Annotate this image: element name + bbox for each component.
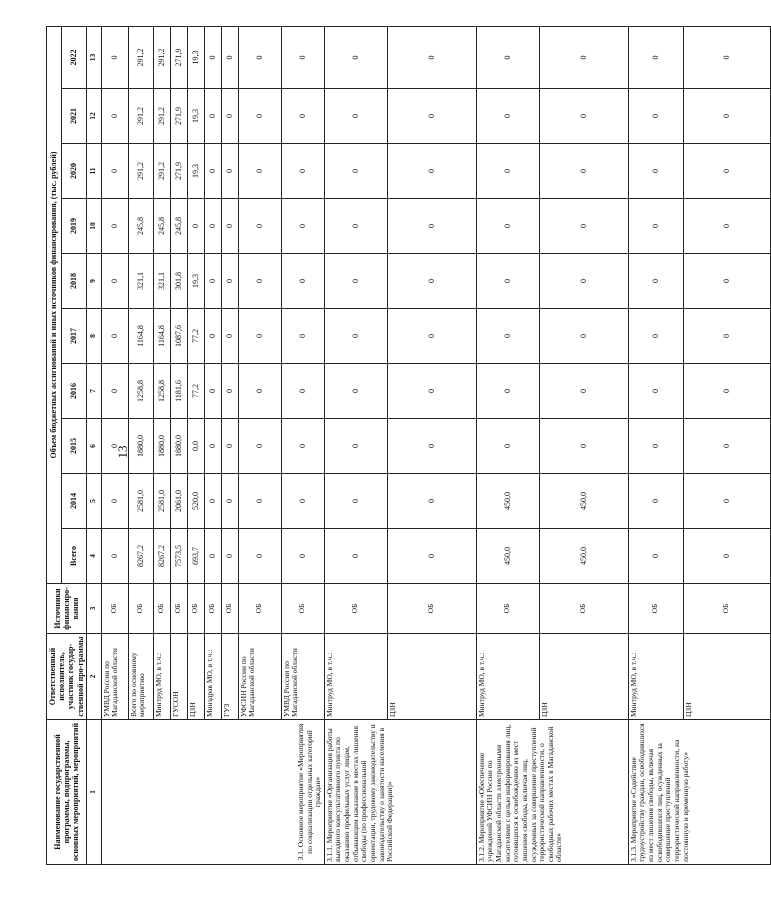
value-2021: 0 xyxy=(539,89,628,144)
header-funding-volume: Объем бюджетных ассигнований и иных источников финансирования, (тыс. рублей) xyxy=(47,26,62,583)
column-number-5: 5 xyxy=(86,474,101,529)
section-name: 3.1.2. Мероприятие «Обеспечение учреждений УФСИН России по Магаданской области электронными носителями с целью информирования лиц, готовящихся к освобождению из мест лишения свободы, включая лиц, осужденных за совершение преступлений террористической направленности, о свободных рабочих местах в Магаданской области» xyxy=(476,720,628,865)
value-Всего: 450,0 xyxy=(539,529,628,584)
value-2019: 0 xyxy=(204,199,221,254)
value-Всего: 450,0 xyxy=(476,529,539,584)
funding-table xyxy=(46,26,771,865)
column-number-6: 6 xyxy=(86,419,101,474)
funding-source-cell: ОБ xyxy=(476,584,539,634)
value-2018: 0 xyxy=(324,254,387,309)
value-2019: 0 xyxy=(683,199,770,254)
value-2021: 0 xyxy=(204,89,221,144)
value-2018: 321,1 xyxy=(153,254,170,309)
value-2021: 0 xyxy=(628,89,683,144)
value-2017: 0 xyxy=(387,309,476,364)
value-2014: 0 xyxy=(204,474,221,529)
value-2022: 271,9 xyxy=(170,26,187,88)
table-row xyxy=(476,26,539,864)
executor-cell: ЦЗН xyxy=(187,634,204,720)
value-2021: 0 xyxy=(387,89,476,144)
value-2016: 0 xyxy=(387,364,476,419)
value-Всего: 0 xyxy=(628,529,683,584)
executor-cell: ЦЗН xyxy=(539,634,628,720)
executor-cell: Минздрав МО, в т.ч.: xyxy=(204,634,221,720)
column-number-9: 9 xyxy=(86,254,101,309)
value-2016: 0 xyxy=(476,364,539,419)
value-2017: 0 xyxy=(683,309,770,364)
value-2019: 0 xyxy=(476,199,539,254)
value-2015: 0 xyxy=(221,419,238,474)
executor-cell: Минтруд МО, в т.ч.: xyxy=(153,634,170,720)
value-2016: 1258,8 xyxy=(128,364,153,419)
executor-cell: ЦЗН xyxy=(683,634,770,720)
executor-cell: ЦЗН xyxy=(387,634,476,720)
header-year-3: 2016 xyxy=(61,364,86,419)
column-number-2: 2 xyxy=(86,634,101,720)
value-2015: 0 xyxy=(628,419,683,474)
value-Всего: 693,7 xyxy=(187,529,204,584)
value-2020: 0 xyxy=(238,144,281,199)
value-2015: 0,0 xyxy=(187,419,204,474)
value-2022: 291,2 xyxy=(128,26,153,88)
value-2022: 0 xyxy=(204,26,221,88)
executor-cell: УМВД России по Магаданской области xyxy=(101,634,128,720)
header-year-0: Всего xyxy=(61,529,86,584)
column-number-10: 10 xyxy=(86,199,101,254)
value-2022: 0 xyxy=(683,26,770,88)
value-2021: 291,2 xyxy=(153,89,170,144)
section-name: 3.1.1. Мероприятие «Организация работы выездного консультативного пункта по оказанию профильных услуг лицам, отбывающим наказание в местах лишения свободы (по профессиональной ориентации, трудовому законодательству и законодательству о занятости населения в Российской Федерации)» xyxy=(324,720,476,865)
executor-cell: УФСИН России по Магаданской области xyxy=(238,634,281,720)
funding-source-cell: ОБ xyxy=(324,584,387,634)
column-number-4: 4 xyxy=(86,529,101,584)
value-Всего: 8267,2 xyxy=(153,529,170,584)
value-2015: 0 xyxy=(539,419,628,474)
value-2014: 0 xyxy=(683,474,770,529)
value-2016: 0 xyxy=(539,364,628,419)
value-2017: 1087,6 xyxy=(170,309,187,364)
funding-source-cell: ОБ xyxy=(101,584,128,634)
value-2022: 0 xyxy=(324,26,387,88)
value-2014: 0 xyxy=(238,474,281,529)
value-2018: 0 xyxy=(101,254,128,309)
header-funding-source: Источники финансиро-вания xyxy=(47,584,87,634)
value-2018: 0 xyxy=(387,254,476,309)
funding-source-cell: ОБ xyxy=(221,584,238,634)
column-number-13: 13 xyxy=(86,26,101,88)
funding-source-cell: ОБ xyxy=(539,584,628,634)
section-name: 3.1. Основное мероприятие «Мероприятия по социализации отдельных категорий граждан» xyxy=(101,720,324,865)
value-2019: 0 xyxy=(628,199,683,254)
value-2017: 1164,8 xyxy=(153,309,170,364)
value-Всего: 0 xyxy=(204,529,221,584)
value-2014: 0 xyxy=(281,474,324,529)
value-2017: 1164,8 xyxy=(128,309,153,364)
value-2014: 2061,0 xyxy=(170,474,187,529)
value-2015: 0 xyxy=(683,419,770,474)
value-2016: 0 xyxy=(683,364,770,419)
value-2020: 19,3 xyxy=(187,144,204,199)
column-number-11: 11 xyxy=(86,144,101,199)
value-2019: 0 xyxy=(221,199,238,254)
value-2018: 321,1 xyxy=(128,254,153,309)
value-2022: 0 xyxy=(238,26,281,88)
value-Всего: 0 xyxy=(387,529,476,584)
value-2018: 0 xyxy=(683,254,770,309)
value-2021: 0 xyxy=(683,89,770,144)
funding-source-cell: ОБ xyxy=(170,584,187,634)
value-2016: 0 xyxy=(204,364,221,419)
value-2014: 450,0 xyxy=(539,474,628,529)
column-number-3: 3 xyxy=(86,584,101,634)
executor-cell: Минтруд МО, в т.ч.: xyxy=(628,634,683,720)
value-2018: 0 xyxy=(476,254,539,309)
value-2020: 0 xyxy=(683,144,770,199)
value-2018: 0 xyxy=(221,254,238,309)
value-2019: 0 xyxy=(238,199,281,254)
funding-source-cell: ОБ xyxy=(683,584,770,634)
value-2014: 0 xyxy=(628,474,683,529)
value-2014: 0 xyxy=(324,474,387,529)
column-numbers-row xyxy=(86,26,101,864)
value-2014: 520,0 xyxy=(187,474,204,529)
funding-source-cell: ОБ xyxy=(628,584,683,634)
value-2016: 1258,8 xyxy=(153,364,170,419)
value-2022: 0 xyxy=(628,26,683,88)
value-2020: 0 xyxy=(281,144,324,199)
value-2021: 0 xyxy=(238,89,281,144)
value-2019: 0 xyxy=(281,199,324,254)
value-2020: 0 xyxy=(101,144,128,199)
value-2022: 0 xyxy=(221,26,238,88)
header-year-1: 2014 xyxy=(61,474,86,529)
value-2020: 271,9 xyxy=(170,144,187,199)
value-2015: 0 xyxy=(204,419,221,474)
value-2020: 0 xyxy=(324,144,387,199)
value-2016: 0 xyxy=(238,364,281,419)
header-year-2: 2015 xyxy=(61,419,86,474)
value-2016: 0 xyxy=(628,364,683,419)
table-row xyxy=(324,26,387,864)
executor-cell: ГУСОН xyxy=(170,634,187,720)
column-number-7: 7 xyxy=(86,364,101,419)
value-2019: 245,8 xyxy=(170,199,187,254)
value-2022: 19,3 xyxy=(187,26,204,88)
value-2022: 0 xyxy=(281,26,324,88)
funding-source-cell: ОБ xyxy=(153,584,170,634)
value-Всего: 7573,5 xyxy=(170,529,187,584)
value-2019: 0 xyxy=(539,199,628,254)
value-Всего: 0 xyxy=(683,529,770,584)
value-2020: 0 xyxy=(476,144,539,199)
funding-source-cell: ОБ xyxy=(187,584,204,634)
value-2022: 291,2 xyxy=(153,26,170,88)
value-2017: 0 xyxy=(628,309,683,364)
column-number-1: 1 xyxy=(86,720,101,865)
value-2016: 0 xyxy=(324,364,387,419)
funding-source-cell: ОБ xyxy=(281,584,324,634)
value-2016: 1181,6 xyxy=(170,364,187,419)
value-2021: 0 xyxy=(324,89,387,144)
value-2019: 245,8 xyxy=(153,199,170,254)
header-year-7: 2020 xyxy=(61,144,86,199)
value-2018: 301,8 xyxy=(170,254,187,309)
executor-cell: Минтруд МО, в т.ч.: xyxy=(476,634,539,720)
value-2021: 19,3 xyxy=(187,89,204,144)
executor-cell: Всего по основному мероприятию xyxy=(128,634,153,720)
value-2015: 0 xyxy=(476,419,539,474)
value-2015: 0 xyxy=(324,419,387,474)
value-2019: 0 xyxy=(387,199,476,254)
table-row xyxy=(628,26,683,864)
value-2018: 0 xyxy=(238,254,281,309)
funding-source-cell: ОБ xyxy=(238,584,281,634)
value-2017: 0 xyxy=(221,309,238,364)
header-year-6: 2019 xyxy=(61,199,86,254)
value-2022: 0 xyxy=(101,26,128,88)
column-number-8: 8 xyxy=(86,309,101,364)
value-2018: 0 xyxy=(281,254,324,309)
column-number-12: 12 xyxy=(86,89,101,144)
rotated-table-wrapper xyxy=(46,27,732,865)
value-2015: 0 xyxy=(238,419,281,474)
executor-cell: Минтруд МО, в т.ч.: xyxy=(324,634,387,720)
executor-cell: ГУЗ xyxy=(221,634,238,720)
header-executor: Ответственный исполнитель, участник государ-ственной про-граммы xyxy=(47,634,87,720)
value-2021: 0 xyxy=(281,89,324,144)
header-year-5: 2018 xyxy=(61,254,86,309)
value-2022: 0 xyxy=(476,26,539,88)
value-2019: 245,8 xyxy=(128,199,153,254)
value-Всего: 0 xyxy=(324,529,387,584)
value-2016: 0 xyxy=(281,364,324,419)
value-Всего: 0 xyxy=(221,529,238,584)
value-2021: 0 xyxy=(101,89,128,144)
value-2017: 0 xyxy=(324,309,387,364)
value-2015: 1880,0 xyxy=(128,419,153,474)
value-2014: 2581,0 xyxy=(153,474,170,529)
executor-cell: УМВД России по Магаданской области xyxy=(281,634,324,720)
value-2022: 0 xyxy=(539,26,628,88)
value-2018: 0 xyxy=(628,254,683,309)
value-2014: 0 xyxy=(221,474,238,529)
value-2017: 0 xyxy=(476,309,539,364)
funding-source-cell: ОБ xyxy=(128,584,153,634)
value-2014: 450,0 xyxy=(476,474,539,529)
page-number: 13 xyxy=(115,445,130,459)
value-2020: 291,2 xyxy=(153,144,170,199)
value-2022: 0 xyxy=(387,26,476,88)
value-2017: 0 xyxy=(204,309,221,364)
value-2015: 1880,0 xyxy=(153,419,170,474)
header-year-8: 2021 xyxy=(61,89,86,144)
value-2021: 0 xyxy=(221,89,238,144)
section-name: 3.1.3. Мероприятие «Содействие трудоустройству граждан, освободившихся из мест лишения свободы, включая освободившихся лиц, осужденных за совершение преступлений террористической направленности, на постоянную и временную работу» xyxy=(628,720,770,865)
funding-source-cell: ОБ xyxy=(204,584,221,634)
value-2017: 77,2 xyxy=(187,309,204,364)
value-2018: 19,3 xyxy=(187,254,204,309)
value-2018: 0 xyxy=(204,254,221,309)
header-year-9: 2022 xyxy=(61,26,86,88)
value-2021: 271,9 xyxy=(170,89,187,144)
header-row xyxy=(47,26,62,864)
value-2020: 291,2 xyxy=(128,144,153,199)
value-2014: 0 xyxy=(101,474,128,529)
value-2016: 0 xyxy=(101,364,128,419)
value-2019: 0 xyxy=(187,199,204,254)
table-row xyxy=(101,26,128,864)
value-2017: 0 xyxy=(101,309,128,364)
value-2015: 0 xyxy=(387,419,476,474)
value-2020: 0 xyxy=(221,144,238,199)
value-2014: 2581,0 xyxy=(128,474,153,529)
value-2020: 0 xyxy=(204,144,221,199)
value-2017: 0 xyxy=(281,309,324,364)
value-2016: 0 xyxy=(221,364,238,419)
header-year-4: 2017 xyxy=(61,309,86,364)
value-2021: 0 xyxy=(476,89,539,144)
value-2015: 1880,0 xyxy=(170,419,187,474)
value-2021: 291,2 xyxy=(128,89,153,144)
value-Всего: 8267,2 xyxy=(128,529,153,584)
value-2017: 0 xyxy=(238,309,281,364)
value-Всего: 0 xyxy=(101,529,128,584)
value-2020: 0 xyxy=(539,144,628,199)
value-Всего: 0 xyxy=(281,529,324,584)
funding-source-cell: ОБ xyxy=(387,584,476,634)
value-Всего: 0 xyxy=(238,529,281,584)
value-2017: 0 xyxy=(539,309,628,364)
value-2019: 0 xyxy=(101,199,128,254)
value-2014: 0 xyxy=(387,474,476,529)
value-2020: 0 xyxy=(628,144,683,199)
value-2015: 0 xyxy=(281,419,324,474)
value-2016: 77,2 xyxy=(187,364,204,419)
header-program-name: Наименование государственной программы, подпрограммы, основных мероприятий, мероприятий xyxy=(47,720,87,865)
value-2018: 0 xyxy=(539,254,628,309)
value-2015: 0 xyxy=(101,419,128,474)
value-2020: 0 xyxy=(387,144,476,199)
value-2019: 0 xyxy=(324,199,387,254)
